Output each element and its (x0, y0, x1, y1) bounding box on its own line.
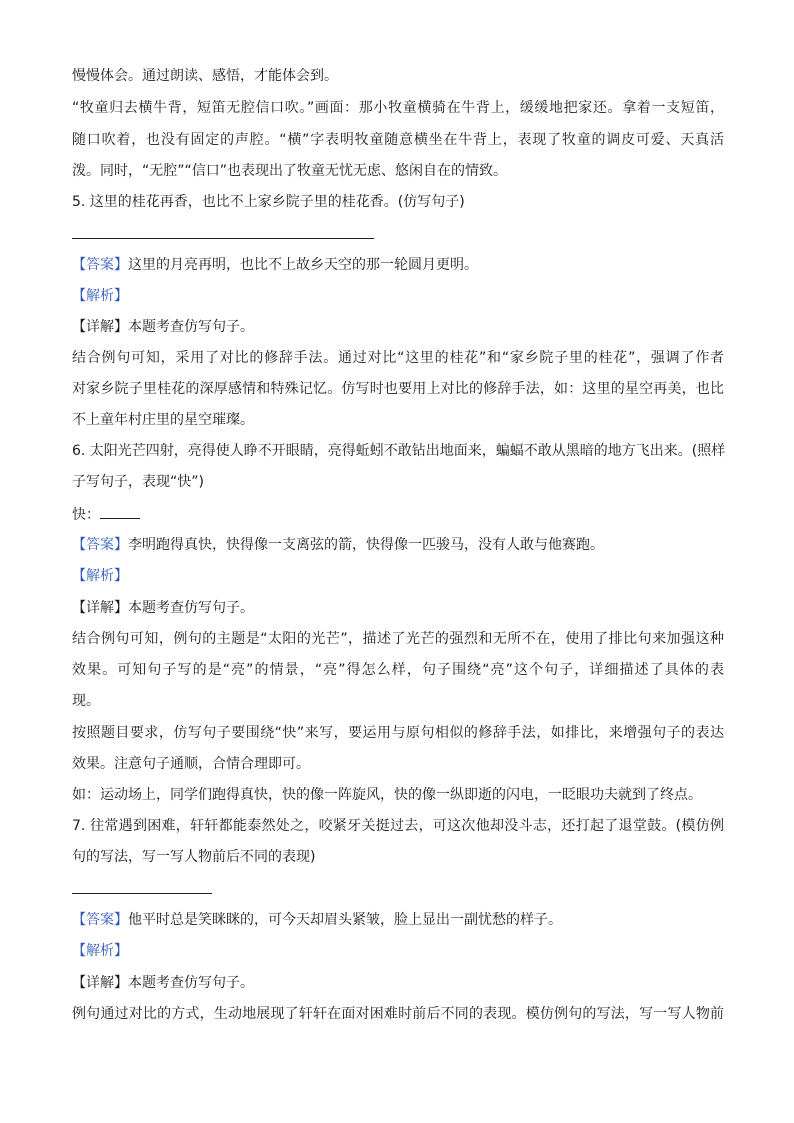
answer-blank-line (72, 238, 374, 239)
detail-line (72, 317, 724, 337)
analysis-tag: 【解析】 (72, 943, 128, 959)
detail-line (72, 598, 724, 618)
detail-tag: 【详解】 (72, 319, 128, 335)
analysis-line (72, 941, 724, 961)
text-line: 例句通过对比的方式，生动地展现了轩轩在面对困难时前后不同的表现。模仿例句的写法，写一写人物前 (72, 1006, 724, 1022)
text-line: 不上童年村庄里的星空璀璨。 (72, 412, 254, 428)
answer-prompt (72, 504, 724, 525)
answer-tag: 【答案】 (72, 912, 128, 928)
answer-line (72, 535, 724, 555)
analysis-line (72, 286, 724, 306)
text-line: 按照题目要求，仿写句子要围绕“快”来写，要运用与原句相似的修辞手法，如排比，来增强句子的表达 (72, 725, 724, 741)
detail-line (72, 973, 724, 993)
answer-text: 他平时总是笑眯眯的，可今天却眉头紧皱，脸上显出一副忧愁的样子。 (128, 912, 562, 928)
text-line: 效果。注意句子通顺，合情合理即可。 (72, 756, 310, 772)
text-line: 泼。同时，“无腔”“信口”也表现出了牧童无忧无虑、悠闲自在的情致。 (72, 163, 508, 179)
text-line: 如：运动场上，同学们跑得真快，快的像一阵旋风，快的像一纵即逝的闪电，一眨眼功夫就到了终点。 (72, 787, 702, 803)
text-line: 慢慢体会。通过朗读、感悟，才能体会到。 (72, 68, 338, 84)
answer-tag: 【答案】 (72, 257, 128, 273)
text-line: 现。 (72, 693, 100, 709)
text-line: 结合例句可知，采用了对比的修辞手法。通过对比“这里的桂花”和“家乡院子里的桂花”，强调了作者 (72, 350, 724, 366)
prompt-label: 快： (72, 507, 100, 523)
answer-tag: 【答案】 (72, 537, 128, 553)
text-line: 句的写法，写一写人物前后不同的表现) (72, 849, 316, 865)
detail-text: 本题考查仿写句子。 (128, 600, 254, 616)
text-line: 结合例句可知，例句的主题是“太阳的光芒”，描述了光芒的强烈和无所不在，使用了排比句来加强这种 (72, 631, 724, 647)
answer-line (72, 255, 724, 275)
detail-tag: 【详解】 (72, 600, 128, 616)
question-7: 7. 往常遇到困难，轩轩都能泰然处之，咬紧牙关挺过去，可这次他却没斗志，还打起了退堂鼓。(模仿例 (72, 818, 724, 834)
text-line: 对家乡院子里桂花的深厚感情和特殊记忆。仿写时也要用上对比的修辞手法，如：这里的星空再美，也比 (72, 381, 724, 397)
detail-text: 本题考查仿写句子。 (128, 319, 254, 335)
answer-text: 这里的月亮再明，也比不上故乡天空的那一轮圆月更明。 (128, 257, 478, 273)
answer-blank-line (72, 893, 212, 894)
text-line: 随口吹着，也没有固定的声腔。“横”字表明牧童随意横坐在牛背上，表现了牧童的调皮可爱、天真活 (72, 132, 724, 148)
detail-text: 本题考查仿写句子。 (128, 975, 254, 991)
analysis-tag: 【解析】 (72, 568, 128, 584)
analysis-line (72, 566, 724, 586)
text-line: 效果。可知句子写的是“亮”的情景，“亮”得怎么样，句子围绕“亮”这个句子，详细描述了具体的表 (72, 662, 724, 678)
question-6: 6. 太阳光芒四射，亮得使人睁不开眼睛，亮得蚯蚓不敢钻出地面来，蝙蝠不敢从黑暗的地方飞出来。(照样 (72, 443, 726, 459)
text-line: “牧童归去横牛背，短笛无腔信口吹。”画面：那小牧童横骑在牛背上，缓缓地把家还。拿着一支短笛， (72, 100, 724, 116)
analysis-tag: 【解析】 (72, 288, 128, 304)
answer-text: 李明跑得真快，快得像一支离弦的箭，快得像一匹骏马，没有人敢与他赛跑。 (128, 537, 604, 553)
question-5: 5. 这里的桂花再香，也比不上家乡院子里的桂花香。(仿写句子) (72, 194, 465, 210)
answer-line (72, 910, 724, 930)
text-line: 子写句子，表现“快”) (72, 474, 204, 490)
answer-blank (100, 504, 140, 519)
detail-tag: 【详解】 (72, 975, 128, 991)
